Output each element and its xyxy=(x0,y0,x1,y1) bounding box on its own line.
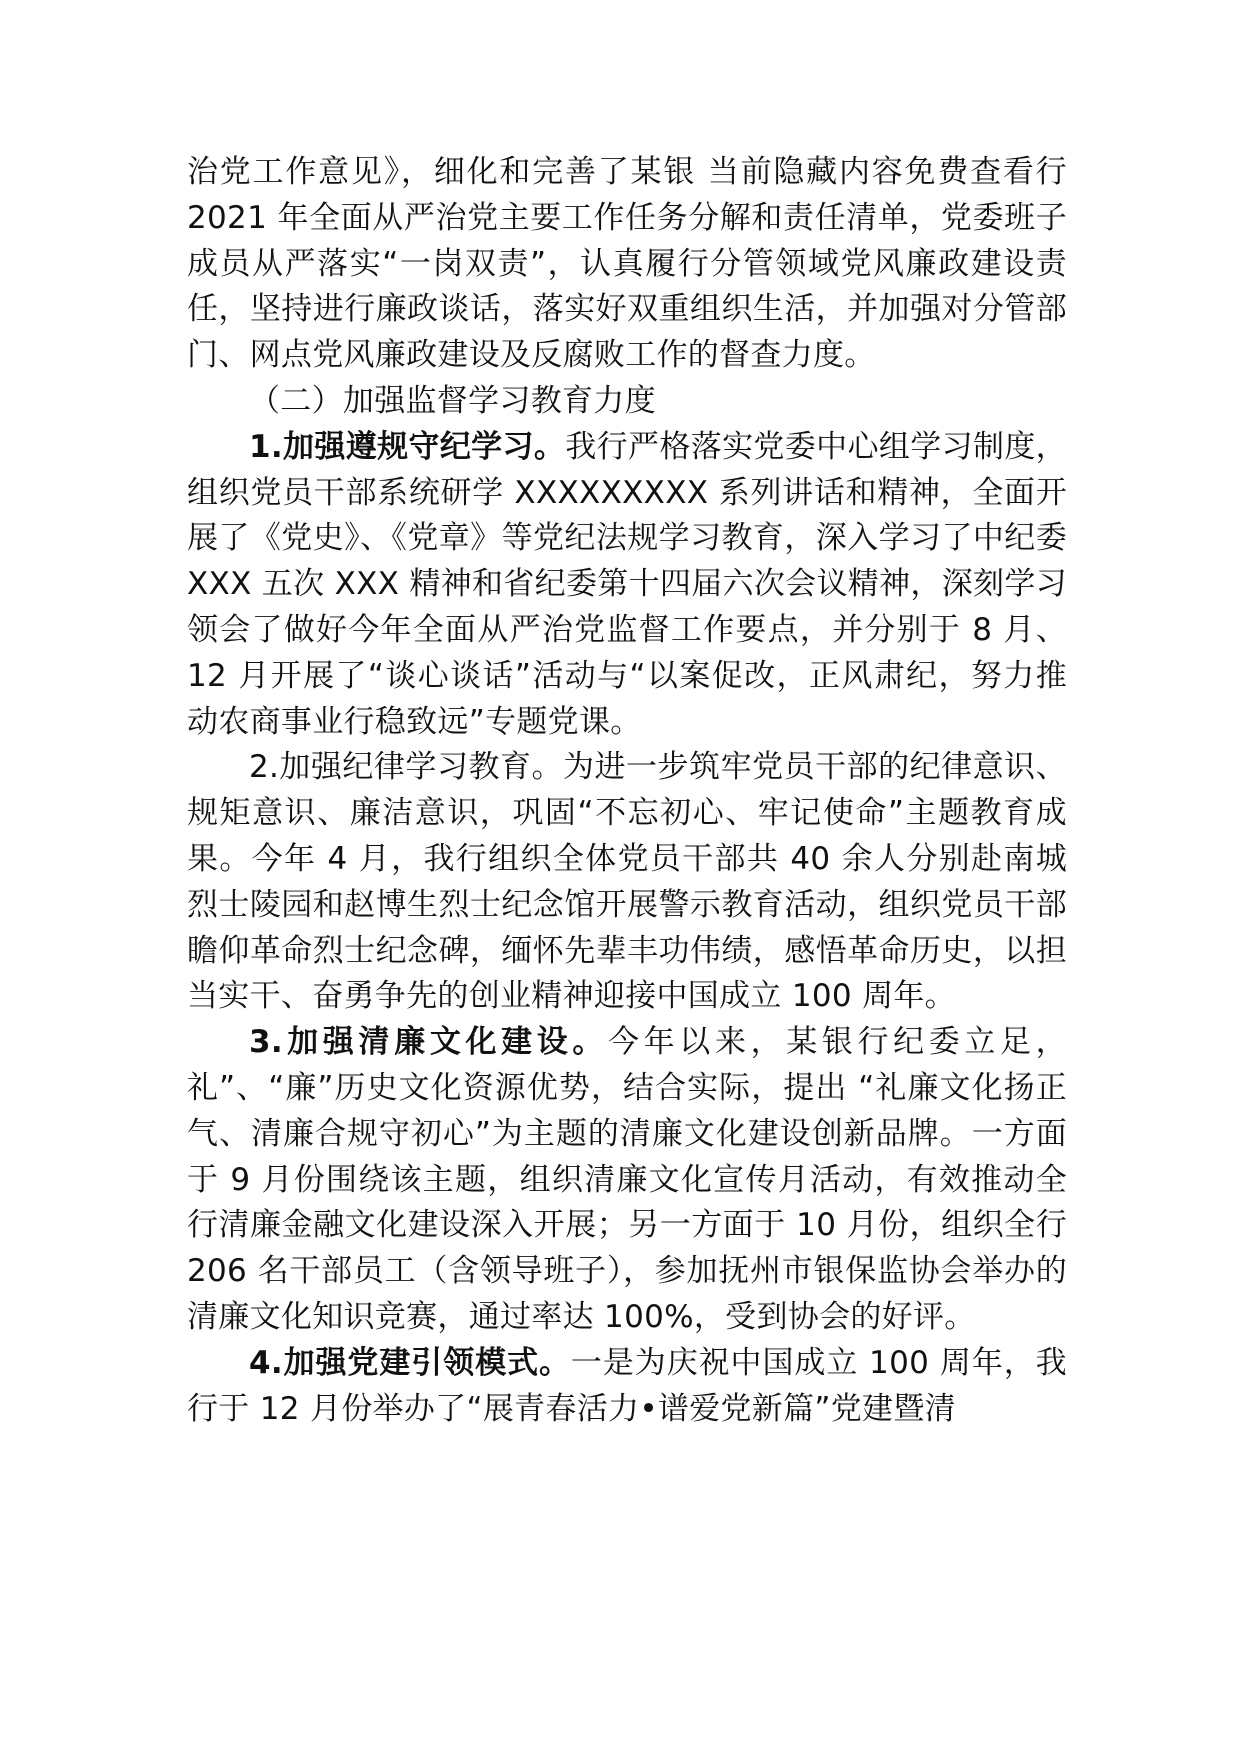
section-heading xyxy=(187,379,1067,425)
document-body xyxy=(187,150,1067,1432)
item-1-lead: 1.加强遵规守纪学习。 xyxy=(249,428,566,465)
paragraph-1-text: 治党工作意见》，细化和完善了某银 当前隐藏内容免费查看行 2021 年全面从严治党主要工作任务分解和责任清单，党委班子成员从严落实“一岗双责”，认真履行分管领域党风廉政建设责任，坚持进行廉政谈话，落实好双重组织生活，并加强对分管部门、网点党风廉政建设及反腐败工作的督查力度。 xyxy=(187,154,1067,374)
paragraph-item-2 xyxy=(187,745,1067,1020)
paragraph-1 xyxy=(187,150,1067,379)
item-1-text: 我行严格落实党委中心组学习制度，组织党员干部系统研学 XXXXXXXXX 系列讲话和精神，全面开展了《党史》、《党章》等党纪法规学习教育，深入学习了中纪委 XXX 五次 XXX 精神和省纪委第十四届六次会议精神，深刻学习领会了做好今年全面从严治党监督工作要点，并分别于 8 月、12 月开展了“谈心谈话”活动与“以案促改，正风肃纪，努力推动农商事业行稳致远”专题党课。 xyxy=(187,428,1067,740)
paragraph-item-1 xyxy=(187,425,1067,746)
item-4-lead: 4.加强党建引领模式。 xyxy=(249,1344,571,1381)
paragraph-item-3 xyxy=(187,1020,1067,1341)
section-heading-text: （二）加强监督学习教育力度 xyxy=(249,382,656,419)
item-3-lead: 3.加强清廉文化建设。 xyxy=(249,1024,609,1061)
item-2-text: 2.加强纪律学习教育。为进一步筑牢党员干部的纪律意识、规矩意识、廉洁意识，巩固“不忘初心、牢记使命”主题教育成果。今年 4 月，我行组织全体党员干部共 40 余人分别赴南城烈士陵园和赵博生烈士纪念馆开展警示教育活动，组织党员干部瞻仰革命烈士纪念碑，缅怀先辈丰功伟绩，感悟革命历史，以担当实干、奋勇争先的创业精神迎接中国成立 100 周年。 xyxy=(187,749,1067,1015)
item-4-text: 一是为庆祝中国成立 100 周年，我行于 12 月份举办了“展青春活力•谱爱党新篇”党建暨清 xyxy=(187,1344,1067,1427)
paragraph-item-4 xyxy=(187,1341,1067,1433)
item-3-text: 今年以来，某银行纪委立足，礼”、“廉”历史文化资源优势，结合实际，提出 “礼廉文化扬正气、清廉合规守初心”为主题的清廉文化建设创新品牌。一方面于 9 月份围绕该主题，组织清廉文化宣传月活动，有效推动全行清廉金融文化建设深入开展；另一方面于 10 月份，组织全行 206 名干部员工（含领导班子），参加抚州市银保监协会举办的清廉文化知识竞赛，通过率达 100%，受到协会的好评。 xyxy=(187,1024,1067,1335)
